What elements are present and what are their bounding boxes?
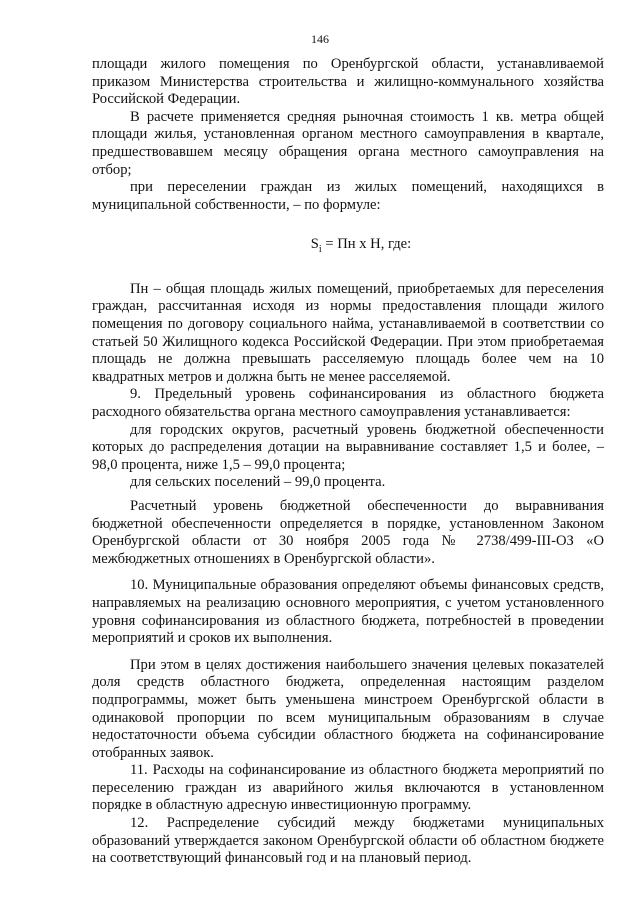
formula-subscript: i <box>318 244 322 256</box>
paragraph-item-10: 10. Муниципальные образования определяют объемы финансовых средств, направляемых на реализацию основного мероприятия, с учетом установленного уровня софинансирования из областного бюджета, потребностей в проведении мероприятий и сроков их выполнения. <box>92 577 604 647</box>
paragraph-pn-definition: Пн – общая площадь жилых помещений, приобретаемых для переселения граждан, рассчитанная исходя из нормы предоставления площади жилого помещения по договору социального найма, устанавливаемой в соответствии со статьей 50 Жилищного кодекса Российской Федерации. При этом приобретаемая площадь не должна превышать расселяемую площадь более чем на 10 квадратных метров и должна быть не менее расселяемой. <box>92 280 604 385</box>
paragraph-target-indicators: При этом в целях достижения наибольшего значения целевых показателей доля средств областного бюджета, определенная настоящим разделом подпрограммы, может быть уменьшена минстроем Оренбургской области в одинаковой пропорции по всем муниципальным образованиям в случае недостаточности объема субсидии областного бюджета на софинансирование отобранных заявок. <box>92 656 604 761</box>
formula-rhs: = Пн x Н, где: <box>321 236 412 253</box>
page-number: 146 <box>311 32 329 46</box>
paragraph-average-price: В расчете применяется средняя рыночная стоимость 1 кв. метра общей площади жилья, установленная органом местного самоуправления в квартале, предшествовавшем месяцу обращения органа местного самоуправления на отбор; <box>92 108 604 178</box>
paragraph-rural-settlements: для сельских поселений – 99,0 процента. <box>130 474 386 491</box>
formula-lhs: S <box>310 236 319 253</box>
document-body <box>92 56 604 868</box>
paragraph-item-11: 11. Расходы на софинансирование из областного бюджета мероприятий по переселению граждан из аварийного жилья включаются в установленном порядке в областную адресную инвестиционную программу. <box>92 762 604 814</box>
paragraph-item-9: 9. Предельный уровень софинансирования из областного бюджета расходного обязательства органа местного самоуправления устанавливается: <box>92 386 604 420</box>
paragraph-continuation: площади жилого помещения по Оренбургской области, устанавливаемой приказом Министерства строительства и жилищно-коммунального хозяйства Российской Федерации. <box>92 56 604 108</box>
paragraph-budget-level: Расчетный уровень бюджетной обеспеченности до выравнивания бюджетной обеспеченности определяется в порядке, установленном Законом Оренбургской области от 30 ноября 2005 года № 2738/499-III-ОЗ «О межбюджетных отношениях в Оренбургской области». <box>92 497 604 567</box>
paragraph-item-12: 12. Распределение субсидий между бюджетами муниципальных образований утверждается законом Оренбургской области об областном бюджете на соответствующий финансовый год и на плановый период. <box>92 815 604 867</box>
paragraph-municipal-resettlement: при переселении граждан из жилых помещений, находящихся в муниципальной собственности, – по формуле: <box>92 179 604 213</box>
formula <box>92 236 604 259</box>
paragraph-urban-districts: для городских округов, расчетный уровень бюджетной обеспеченности которых до распределения дотации на выравнивание составляет 1,5 и более, – 98,0 процента, ниже 1,5 – 99,0 процента; <box>92 421 604 473</box>
